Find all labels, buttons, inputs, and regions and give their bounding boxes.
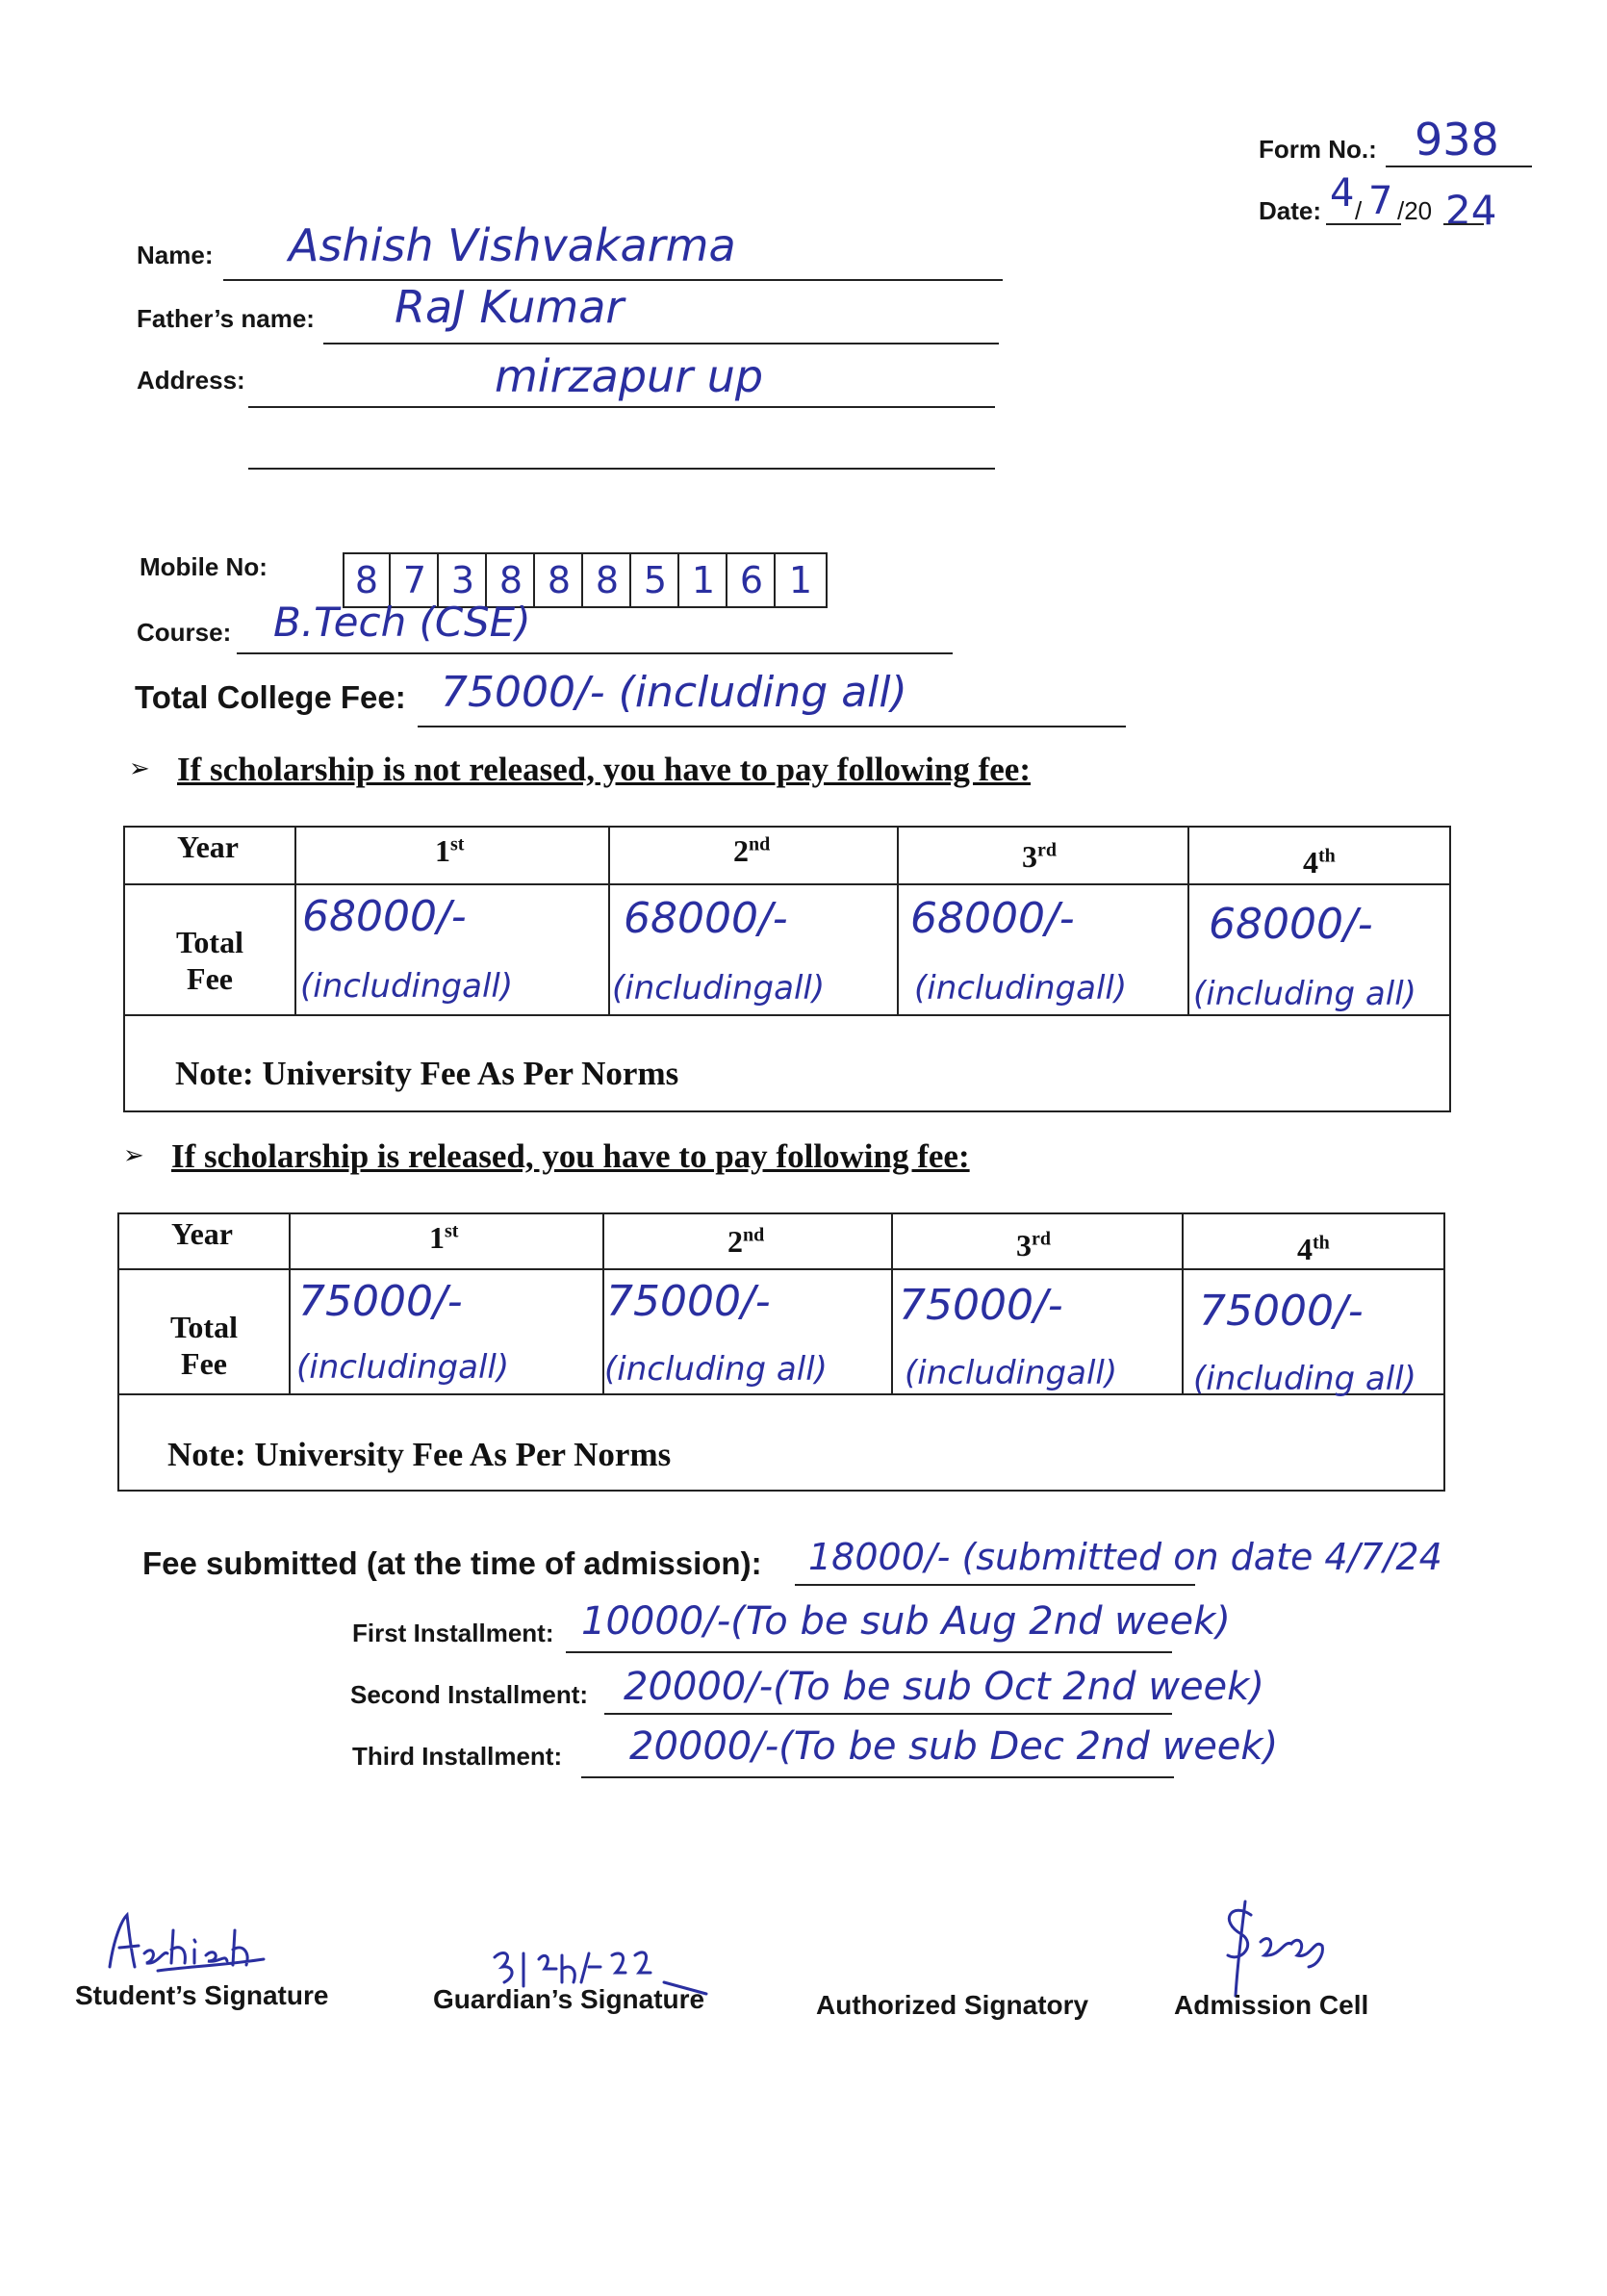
heading-arrow-icon: ➢ xyxy=(129,754,150,783)
first-installment-value: 10000/-(To be sub Aug 2nd week) xyxy=(581,1599,1231,1644)
fee-note-year-1: (includingall) xyxy=(296,1348,510,1387)
second-installment-label: Second Installment: xyxy=(350,1680,589,1709)
father-name-value: RaJ Kumar xyxy=(395,281,625,333)
third-installment-value: 20000/-(To be sub Dec 2nd week) xyxy=(629,1724,1279,1769)
col-header-year: Year xyxy=(171,1216,233,1251)
fee-amount-year-1: 75000/- xyxy=(298,1277,463,1326)
mobile-digit: 3 xyxy=(441,554,487,606)
admission-cell-signature-mark xyxy=(1203,1896,1347,2002)
table-col-divider xyxy=(891,1212,893,1393)
fee-amount-year-3: 75000/- xyxy=(899,1281,1063,1330)
heading-arrow-icon: ➢ xyxy=(123,1141,144,1170)
address-underline-2 xyxy=(248,468,995,470)
fee-amount-year-4: 68000/- xyxy=(1209,900,1373,949)
col-header-4th: 4th xyxy=(1297,1232,1330,1266)
fee-submitted-value: 18000/- (submitted on date 4/7/24 xyxy=(808,1536,1442,1578)
course-value: B.Tech (CSE) xyxy=(273,599,531,646)
table-row-divider xyxy=(123,883,1451,885)
guardian-signature-label: Guardian’s Signature xyxy=(433,1984,705,2014)
row-label-total-fee: Total Fee xyxy=(170,1310,238,1381)
address-underline-1 xyxy=(248,406,995,408)
fee-note-year-3: (includingall) xyxy=(905,1354,1118,1392)
address-value: mirzapur up xyxy=(495,350,764,402)
col-header-year: Year xyxy=(177,829,239,864)
released-heading: If scholarship is released, you have to pay following fee: xyxy=(171,1137,970,1175)
date-label: Date: xyxy=(1259,196,1322,225)
student-signature-mark xyxy=(100,1911,273,1980)
mobile-label: Mobile No: xyxy=(140,552,268,581)
fee-note-year-3: (includingall) xyxy=(914,969,1128,1008)
third-installment-underline xyxy=(581,1776,1174,1778)
fee-submitted-underline xyxy=(795,1584,1195,1586)
col-header-3rd: 3rd xyxy=(1016,1228,1051,1263)
mobile-digit: 1 xyxy=(788,559,813,601)
col-header-3rd: 3rd xyxy=(1022,839,1057,874)
total-fee-label: Total College Fee: xyxy=(135,679,406,715)
not-released-heading: If scholarship is not released, you have to pay following fee: xyxy=(177,751,1031,788)
fee-note-year-2: (includingall) xyxy=(612,969,826,1008)
fee-amount-year-4: 75000/- xyxy=(1199,1287,1364,1336)
col-header-1st: 1st xyxy=(429,1220,459,1255)
form-no-underline xyxy=(1386,166,1532,167)
authorized-signatory-label: Authorized Signatory xyxy=(816,1990,1089,2020)
third-installment-label: Third Installment: xyxy=(352,1742,563,1771)
fee-amount-year-1: 68000/- xyxy=(302,892,467,941)
address-label: Address: xyxy=(137,366,245,395)
first-installment-label: First Installment: xyxy=(352,1619,554,1647)
fee-amount-year-2: 68000/- xyxy=(624,894,788,943)
course-label: Course: xyxy=(137,618,232,647)
table-col-divider xyxy=(1187,826,1189,1014)
released-note: Note: University Fee As Per Norms xyxy=(167,1436,672,1473)
fee-note-year-4: (including all) xyxy=(1193,975,1416,1013)
mobile-digit: 8 xyxy=(489,554,535,606)
name-label: Name: xyxy=(137,241,214,269)
date-year: 24 xyxy=(1445,187,1497,234)
col-header-2nd: 2nd xyxy=(727,1224,765,1259)
mobile-digit: 5 xyxy=(633,554,679,606)
date-day: 4 xyxy=(1330,171,1355,216)
form-no-value: 938 xyxy=(1415,114,1499,166)
table-col-divider xyxy=(289,1212,291,1393)
mobile-digit: 6 xyxy=(729,554,776,606)
date-day-underline xyxy=(1326,223,1366,225)
total-fee-value: 75000/- (including all) xyxy=(441,668,907,717)
table-col-divider xyxy=(1182,1212,1184,1393)
father-name-label: Father’s name: xyxy=(137,304,315,333)
course-underline xyxy=(237,652,953,654)
mobile-digit: 7 xyxy=(393,554,439,606)
mobile-digit: 8 xyxy=(344,554,391,606)
date-year-underline xyxy=(1443,223,1484,225)
table-row-divider xyxy=(117,1268,1445,1270)
col-header-4th: 4th xyxy=(1303,845,1336,880)
fee-amount-year-2: 75000/- xyxy=(606,1277,771,1326)
mobile-digit: 1 xyxy=(681,554,727,606)
col-header-2nd: 2nd xyxy=(733,833,771,868)
fee-submitted-label: Fee submitted (at the time of admission): xyxy=(142,1545,762,1581)
fee-note-year-2: (including all) xyxy=(604,1350,828,1389)
student-signature-label: Student’s Signature xyxy=(75,1980,329,2010)
row-label-total-fee: Total Fee xyxy=(176,925,243,996)
table-col-divider xyxy=(294,826,296,1014)
name-value: Ashish Vishvakarma xyxy=(289,219,736,271)
table-col-divider xyxy=(608,826,610,1014)
total-fee-underline xyxy=(418,726,1126,727)
col-header-1st: 1st xyxy=(435,833,465,868)
mobile-digit: 8 xyxy=(537,554,583,606)
form-no-label: Form No.: xyxy=(1259,135,1377,164)
table-col-divider xyxy=(897,826,899,1014)
fee-note-year-1: (includingall) xyxy=(300,967,514,1006)
admission-cell-label: Admission Cell xyxy=(1174,1990,1369,2020)
date-month: 7 xyxy=(1368,179,1393,223)
father-name-underline xyxy=(323,343,999,344)
second-installment-value: 20000/-(To be sub Oct 2nd week) xyxy=(624,1665,1264,1709)
first-installment-underline xyxy=(566,1651,1172,1653)
mobile-digit: 8 xyxy=(585,554,631,606)
second-installment-underline xyxy=(604,1713,1172,1715)
fee-note-year-4: (including all) xyxy=(1193,1360,1416,1398)
date-month-underline xyxy=(1365,223,1401,225)
date-sep2: /20 xyxy=(1397,196,1433,225)
not-released-note: Note: University Fee As Per Norms xyxy=(175,1055,679,1092)
date-sep1: / xyxy=(1355,196,1363,225)
fee-amount-year-3: 68000/- xyxy=(910,894,1075,943)
